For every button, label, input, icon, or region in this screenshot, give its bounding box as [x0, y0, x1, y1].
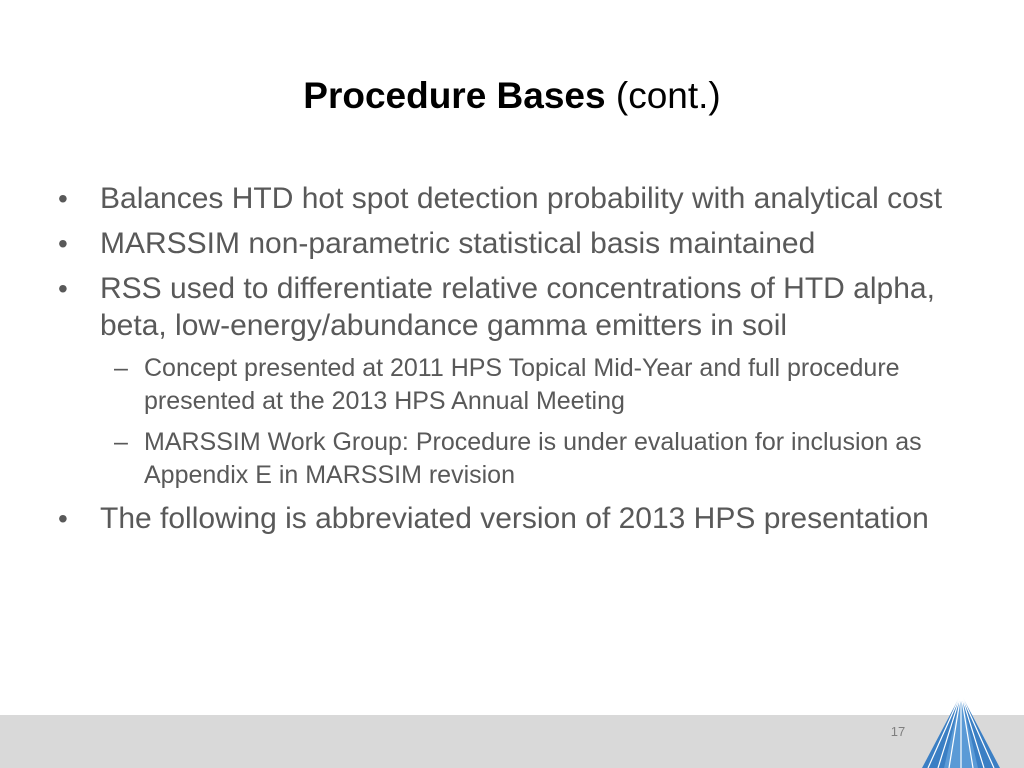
page-number: 17 — [890, 724, 906, 739]
bullet-list — [56, 180, 986, 545]
slide-title — [0, 72, 1024, 120]
title-suffix: (cont.) — [605, 75, 721, 116]
sub-bullet-text: Concept presented at 2011 HPS Topical Mid-Year and full procedure presented at the 2013 HPS Annual Meeting — [144, 354, 900, 415]
blue-pyramid-logo-icon — [916, 692, 1006, 768]
bullet-marker: • — [58, 228, 68, 259]
bullet-text: Balances HTD hot spot detection probability with analytical cost — [100, 182, 943, 215]
dash-marker: – — [114, 354, 128, 382]
bullet-item — [56, 500, 986, 537]
sub-bullet-text: MARSSIM Work Group: Procedure is under evaluation for inclusion as Appendix E in MARSSIM revision — [144, 428, 922, 489]
bullet-item — [56, 225, 986, 262]
bullet-marker: • — [58, 503, 68, 534]
bullet-item — [56, 270, 986, 344]
bullet-item — [56, 180, 986, 217]
bullet-text: MARSSIM non-parametric statistical basis maintained — [100, 227, 816, 260]
bullet-text: The following is abbreviated version of 2013 HPS presentation — [100, 502, 929, 535]
dash-marker: – — [114, 428, 128, 456]
bullet-marker: • — [58, 273, 68, 304]
bullet-marker: • — [58, 183, 68, 214]
bullet-text: RSS used to differentiate relative concentrations of HTD alpha, beta, low-energy/abundance gamma emitters in soil — [100, 272, 935, 342]
sub-bullet-item — [56, 352, 986, 418]
sub-bullet-item — [56, 426, 986, 492]
footer-band — [0, 715, 1024, 768]
title-bold: Procedure Bases — [303, 75, 606, 116]
